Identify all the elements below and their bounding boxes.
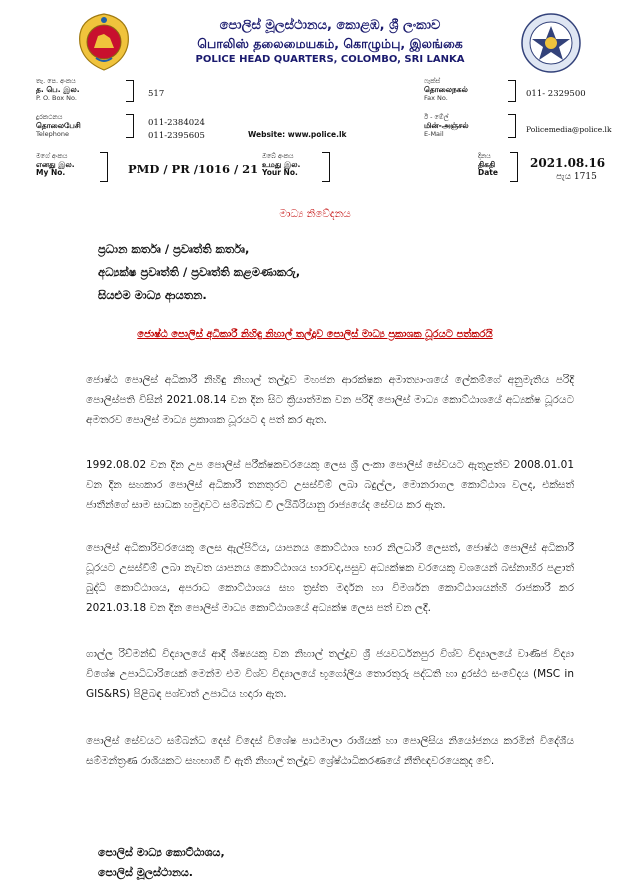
fax-value: 011- 2329500: [526, 89, 586, 99]
paragraph-3: පොලිස් අධිකාරිවරයෙකු ලෙස ඇල්පිටිය, යාපනය කොට්ඨාශ භාර නිලධාරී ලෙසත්, ජොෂ්ඨ පොලිස් අධිකාරී ධූරයට උසස්වීම් ලබා නැවත යාපනය කොට්ඨාශය භාරවද,පසුව අධ්‍යක්ෂක වරයෙකු වශයෙන් බස්නාහිර පළාත් බුද්ධි කොට්ඨාශය, අපරාධ කොට්ඨාශය සහ ත්‍රස්ත මර්දන හා විමර්ශන කොට්ඨාශයන්හි රාජකාරී කර 2021.03.18 වන දින පොලිස් මාධ්‍ය කොට්ඨාශයේ අධ්‍යක්ෂ ලෙස පත් වන ලදී.: [86, 542, 574, 614]
my-no-value: PMD / PR /1016 / 21: [128, 162, 259, 176]
signature-line-2: පොලිස් මූලස්ථානය.: [98, 866, 193, 879]
sri-lanka-emblem-icon: [76, 12, 132, 72]
signature-line-1: පොලිස් මාධ්‍ය කොට්ඨාශය,: [98, 846, 225, 859]
letterhead-title-tamil: பொலிஸ் தலைமையகம், கொழும்பு, இலங்கை: [197, 36, 463, 51]
letterhead-title-english: POLICE HEAD QUARTERS, COLOMBO, SRI LANKA: [195, 54, 465, 65]
your-no-bracket: [322, 152, 330, 182]
paragraph-5: පොලිස් සේවයට සම්බන්ධ දෙස් විදෙස් විශේෂ පාඨමාලා රාශියක් හා පොලිසිය නියෝජනය කරමින් විදේශීය සම්මන්ත්‍රණ රාශියකට සහභාගී වී ඇති නිහාල් තල්දූව ශ්‍රේෂ්ඨාධිකරණයේ නීතිඥවරයෙකුද වේ.: [86, 735, 574, 767]
media-release-heading: මාධ්‍ය නිවේදනය: [279, 208, 351, 220]
website-text: Website: www.police.lk: [248, 130, 347, 139]
my-no-label: මගේ අංකය எனது இல. My No.: [36, 152, 75, 177]
date-label: දිනය திகதி Date: [478, 152, 498, 177]
telephone-value-1: 011-2384024: [148, 118, 205, 128]
paragraph-2: 1992.08.02 වන දින උප පොලිස් පරීක්ෂකවරයෙකු ලෙස ශ්‍රී ලංකා පොලිස් සේවයට ඇතුළත්ව 2008.01.01 වන දින සහකාර පොලිස් අධිකාරී තනතුරට උසස්වීම් ලබා බදුල්ල, මොනරාගල කොට්ඨාශ වලද, එක්සත් ජාතීන්ගේ සාම සාධක හමුදාවට සම්බන්ධ වී ලයිබීරියානු රාජ්‍යයේද සේවය කර ඇත.: [86, 459, 574, 511]
paragraph-1: ජොෂ්ඨ පොලිස් අධිකාරී නිහිඳු නිහාල් තල්දූව මහජන ආරක්ෂක අමාත්‍යාංශයේ ලේකම්ගේ අනුමැතිය පරිදි පොලිස්පති විසින් 2021.08.14 වන දින සිට ක්‍රියාත්මක වන පරිදි පොලිස් මාධ්‍ය කොට්ඨාශයේ අධ්‍යක්ෂ ධූරයට අමතරව පොලිස් මාධ්‍ය ප්‍රකාශක ධූරයට ද පත් කර ඇත.: [86, 374, 574, 426]
addressee-line-2: අධ්‍යක්ෂ ප්‍රවෘත්ති / ප්‍රවෘත්ති කළමණාකරු,: [98, 265, 301, 279]
my-no-bracket: [100, 152, 108, 182]
subject-line: ජොෂ්ඨ පොලිස් අධිකාරී නිහිඳු නිහාල් තල්දූව පොලිස් මාධ්‍ය ප්‍රකාශක ධූරයට පත්කරයි: [137, 329, 493, 340]
addressee-line-1: ප්‍රධාන කර්තෘ / ප්‍රවෘත්ති කර්තෘ,: [98, 242, 250, 256]
telephone-bracket: [126, 114, 134, 138]
email-value: Policemedia@police.lk: [526, 125, 612, 134]
email-bracket: [508, 114, 516, 138]
letterhead-title-sinhala: පොලිස් මූලස්ථානය, කොළඹ, ශ්‍රී ලංකාව: [219, 18, 441, 33]
telephone-value-2: 011-2395605: [148, 131, 205, 141]
pobox-label: තැ. පෙ. අංකය த. பெ. இல. P. O. Box No.: [36, 77, 80, 102]
email-label: ඊ - මේල් மின்-அஞ்சல் E-Mail: [424, 113, 469, 138]
your-no-label: ඔබේ අංකය உமது இல. Your No.: [262, 152, 301, 177]
addressee-line-3: සියළුම මාධ්‍ය ආයතන.: [98, 288, 207, 302]
date-bracket: [510, 152, 518, 182]
telephone-label: දුරකථනය தொலைபேசி Telephone: [36, 113, 81, 138]
fax-label: ෆැක්ස් தொலைநகல் Fax No.: [424, 77, 468, 102]
pobox-value: 517: [148, 89, 165, 99]
date-value: 2021.08.16: [530, 156, 606, 170]
paragraph-4: ගාල්ල රිච්මන්ඩ් විද්‍යාලයේ ආදී ශිෂ්‍යයකු වන නිහාල් තල්දූව ශ්‍රී ජයවර්ධනපුර විශ්ව විද්‍යාලයේ වාණිජ විද්‍යා විශේෂ උපාධිධාරියෙක් මෙන්ම එම විශ්ව විද්‍යාලයේ භූගෝලීය තොරතුරු පද්ධති හා දුරස්ථ සංවේදය (MSC in GIS&RS) පිළිබඳ පශ්චාත් උපාධිය හදාරා ඇත.: [86, 648, 574, 700]
pobox-bracket: [126, 80, 134, 102]
fax-bracket: [508, 80, 516, 102]
time-value: පැය 1715: [556, 172, 597, 182]
police-emblem-icon: [520, 12, 582, 74]
